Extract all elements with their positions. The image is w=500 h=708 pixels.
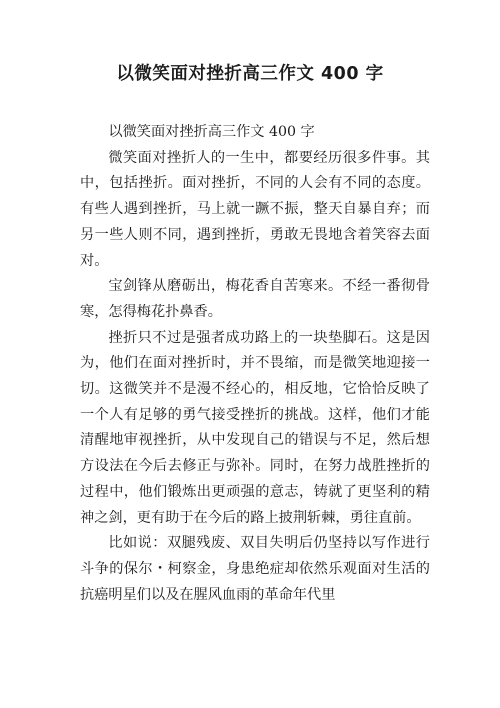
paragraph-intro: 微笑面对挫折人的一生中，都要经历很多件事。其中，包括挫折。面对挫折，不同的人会有不同的态度。有些人遇到挫折，马上就一蹶不振，整天自暴自弃；而另一些人则不同，遇到挫折，勇敢无畏地含着笑容去面对。 [80, 149, 430, 269]
paragraph-examples: 比如说：双腿残废、双目失明后仍坚持以写作进行斗争的保尔・柯察金，身患绝症却依然乐观面对生活的抗癌明星们以及在腥风血雨的革命年代里 [80, 535, 430, 603]
document-body [80, 120, 430, 608]
paragraph-subtitle: 以微笑面对挫折高三作文 400 字 [108, 124, 315, 140]
paragraph-proverb: 宝剑锋从磨砺出，梅花香自苦寒来。不经一番彻骨寒，怎得梅花扑鼻香。 [80, 278, 430, 320]
paragraph-argument: 挫折只不过是强者成功路上的一块垫脚石。这是因为，他们在面对挫折时，并不畏缩，而是微笑地迎接一切。这微笑并不是漫不经心的，相反地，它恰恰反映了一个人有足够的勇气接受挫折的挑战。这样，他们才能清醒地审视挫折，从中发现自己的错误与不足，然后想方设法在今后去修正与弥补。同时，在努力战胜挫折的过程中，他们锻炼出更顽强的意志，铸就了更坚利的精神之剑，更有助于在今后的路上披荆斩棘，勇往直前。 [80, 329, 430, 526]
document-title: 以微笑面对挫折高三作文 400 字 [116, 64, 384, 84]
